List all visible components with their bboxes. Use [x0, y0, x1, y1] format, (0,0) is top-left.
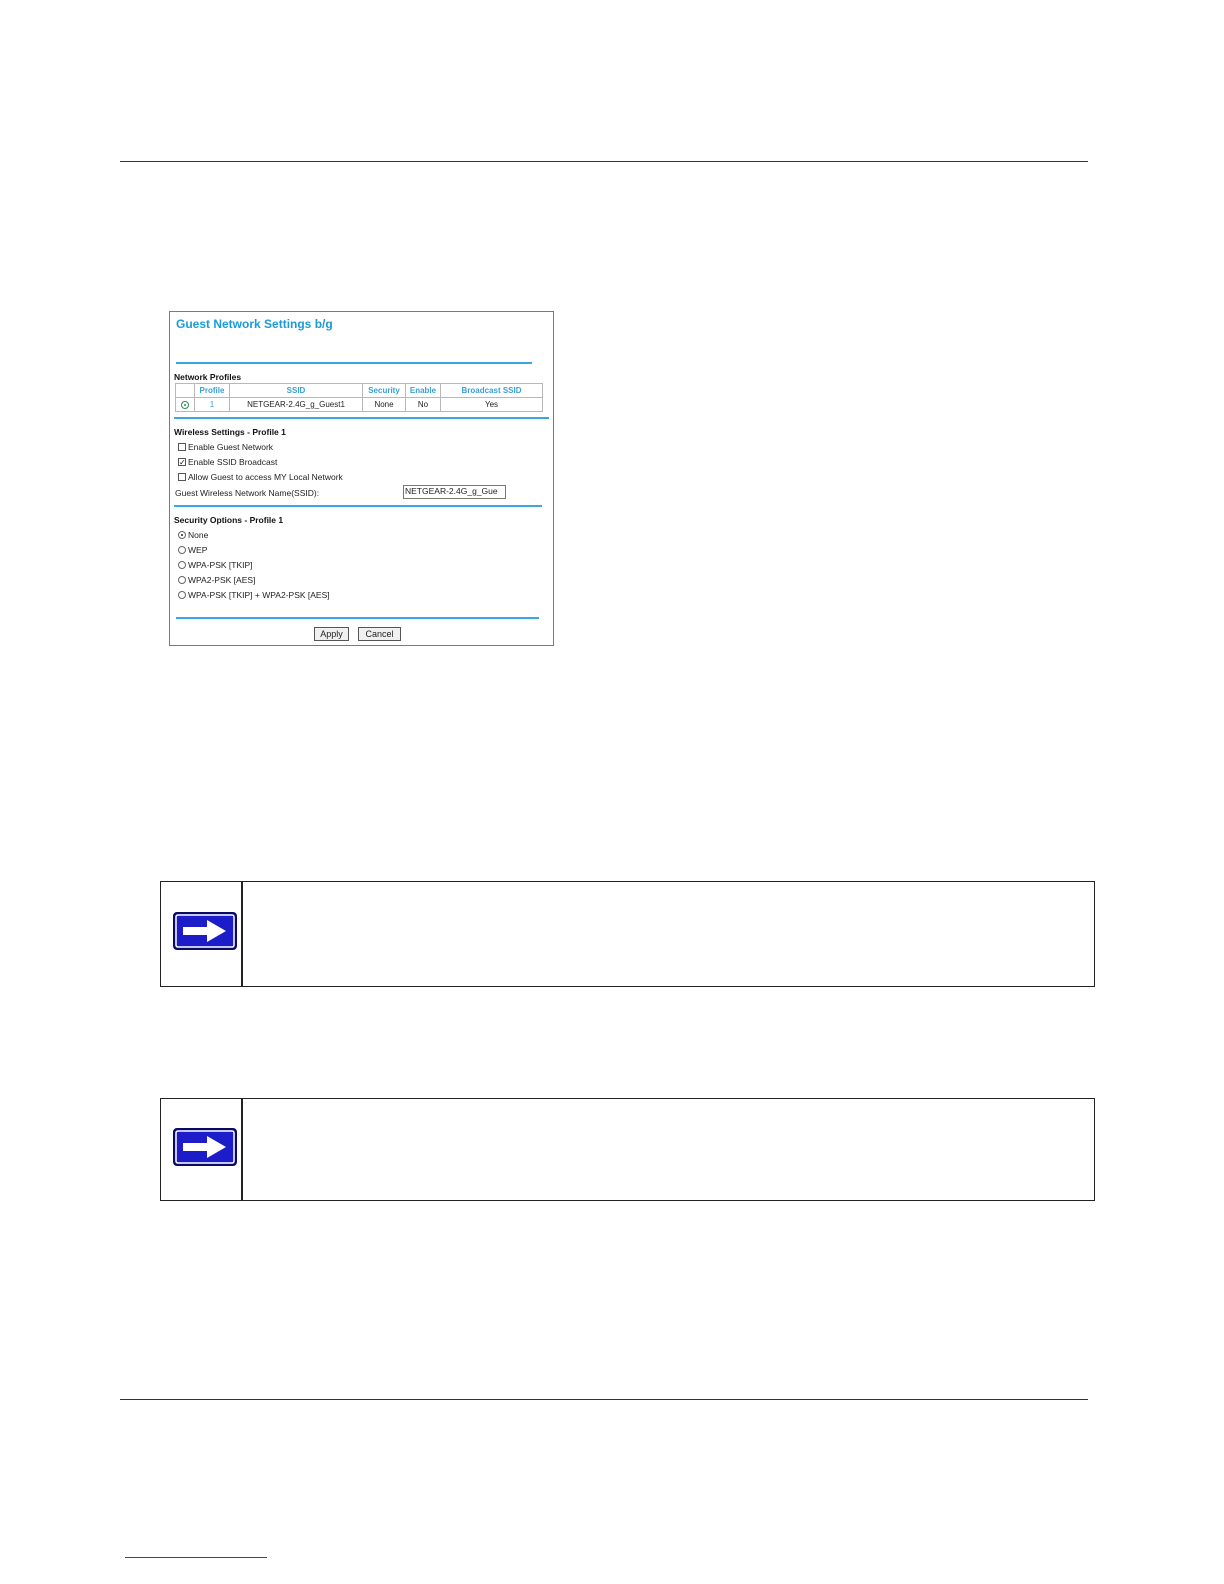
radio-wpa-psk[interactable]	[178, 561, 186, 569]
allow-local-network-row[interactable]	[178, 471, 343, 482]
column-header-security: Security	[363, 384, 406, 398]
profile-radio[interactable]	[181, 401, 189, 409]
security-option-wpa-psk[interactable]	[178, 559, 253, 570]
apply-button[interactable]: Apply	[314, 627, 349, 641]
network-profiles-heading: Network Profiles	[174, 372, 242, 382]
allow-local-network-label: Allow Guest to access MY Local Network	[188, 471, 343, 482]
security-option-mixed[interactable]	[178, 589, 330, 600]
column-header-profile: Profile	[195, 384, 230, 398]
table-header-row	[176, 384, 543, 398]
column-header-ssid: SSID	[230, 384, 363, 398]
security-options-heading: Security Options - Profile 1	[174, 515, 284, 525]
security-option-none[interactable]	[178, 529, 208, 540]
note-divider	[241, 882, 243, 986]
enable-guest-network-row[interactable]	[178, 441, 273, 452]
enable-ssid-broadcast-row[interactable]	[178, 456, 277, 467]
column-header-select	[176, 384, 195, 398]
radio-wpa2-psk[interactable]	[178, 576, 186, 584]
enable-ssid-broadcast-label: Enable SSID Broadcast	[188, 456, 278, 467]
radio-mixed[interactable]	[178, 591, 186, 599]
profile-select-cell[interactable]	[176, 398, 195, 412]
footer-link-underline	[125, 1557, 267, 1558]
allow-local-network-checkbox[interactable]	[178, 473, 186, 481]
column-header-enable: Enable	[406, 384, 441, 398]
profile-cell: 1	[195, 398, 230, 412]
arrow-right-icon	[173, 912, 237, 955]
note-box-2	[160, 1098, 1095, 1201]
panel-title: Guest Network Settings b/g	[176, 317, 333, 331]
wireless-divider	[174, 505, 542, 507]
enable-ssid-broadcast-checkbox[interactable]: ✓	[179, 457, 186, 467]
ssid-cell: NETGEAR-2.4G_g_Guest1	[230, 398, 363, 412]
radio-none[interactable]	[178, 531, 186, 539]
footer-rule	[120, 1399, 1088, 1400]
security-option-wep-label: WEP	[188, 544, 208, 555]
radio-wep[interactable]	[178, 546, 186, 554]
security-option-wep[interactable]	[178, 544, 207, 555]
profiles-table	[175, 383, 543, 412]
profiles-divider	[174, 417, 549, 419]
table-row	[176, 398, 543, 412]
guest-network-settings-screenshot	[169, 311, 554, 646]
broadcast-cell: Yes	[441, 398, 543, 412]
note-divider	[241, 1099, 243, 1200]
header-rule	[120, 161, 1088, 162]
buttons-divider	[176, 617, 539, 619]
security-option-wpa-psk-label: WPA-PSK [TKIP]	[188, 559, 253, 570]
security-option-wpa2-psk[interactable]	[178, 574, 255, 585]
enable-cell: No	[406, 398, 441, 412]
ssid-input[interactable]: NETGEAR-2.4G_g_Gue	[403, 485, 506, 499]
cancel-button[interactable]: Cancel	[358, 627, 401, 641]
enable-guest-network-label: Enable Guest Network	[188, 441, 274, 452]
wireless-settings-heading: Wireless Settings - Profile 1	[174, 427, 286, 437]
security-option-none-label: None	[188, 529, 209, 540]
security-cell: None	[363, 398, 406, 412]
enable-guest-network-checkbox[interactable]	[178, 443, 186, 451]
column-header-broadcast-ssid: Broadcast SSID	[441, 384, 543, 398]
security-option-wpa2-psk-label: WPA2-PSK [AES]	[188, 574, 256, 585]
arrow-right-icon	[173, 1128, 237, 1171]
ssid-label: Guest Wireless Network Name(SSID):	[175, 488, 320, 498]
note-box-1	[160, 881, 1095, 987]
security-option-mixed-label: WPA-PSK [TKIP] + WPA2-PSK [AES]	[188, 589, 330, 600]
title-divider	[176, 362, 532, 364]
